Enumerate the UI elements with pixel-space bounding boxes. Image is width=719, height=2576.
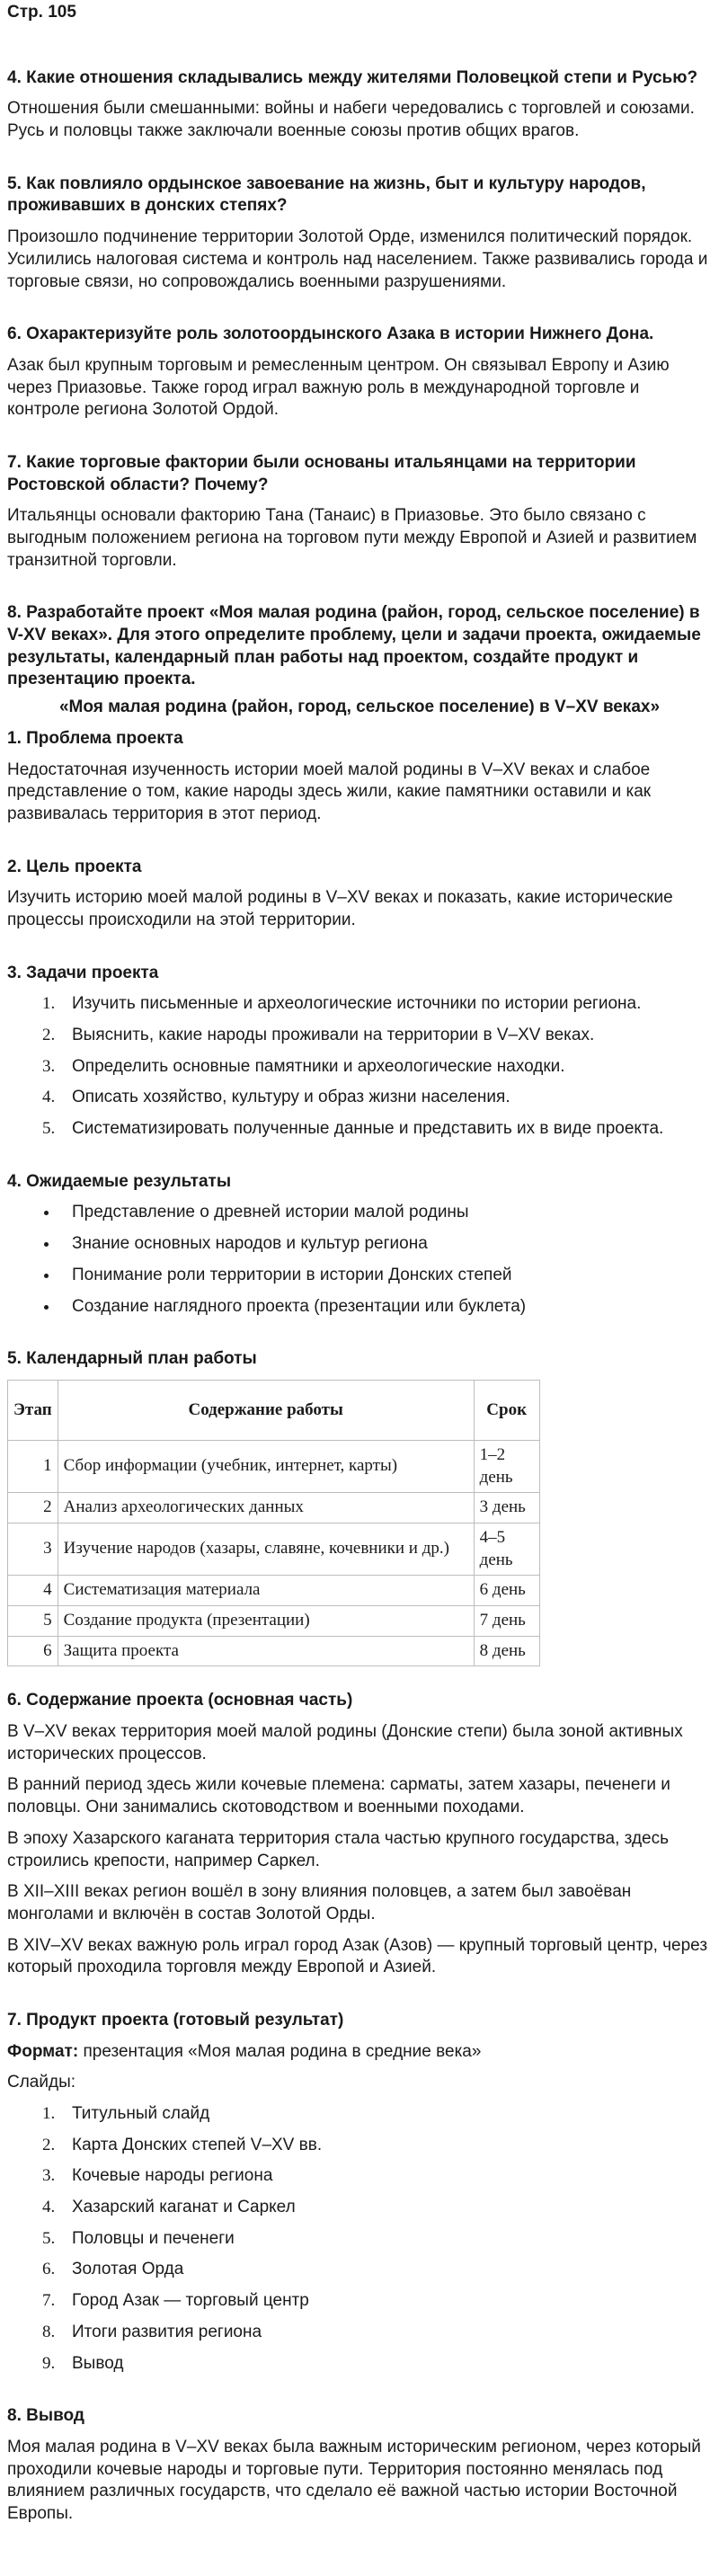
list-item: • Понимание роли территории в истории Донских степей: [59, 1265, 712, 1287]
plan-table: [7, 1380, 540, 1667]
list-item: 3. Кочевые народы региона: [59, 2165, 712, 2188]
section-title: 3. Задачи проекта: [7, 963, 159, 982]
question-4: 4. Какие отношения складывались между жителями Половецкой степи и Русью?: [7, 67, 698, 87]
cell-term: 8 день: [474, 1636, 539, 1666]
section-content: [7, 1690, 712, 1979]
list-item: 2. Выяснить, какие народы проживали на территории в V–XV веках.: [59, 1025, 712, 1047]
cell-work: Изучение народов (хазары, славяне, кочевники и др.): [58, 1523, 474, 1575]
cell-term: 4–5 день: [474, 1523, 539, 1575]
question-7: 7. Какие торговые фактории были основаны итальянцами на территории Ростовской области? Почему?: [7, 452, 636, 494]
section-goal: [7, 857, 712, 932]
question-8: 8. Разработайте проект «Моя малая родина (район, город, сельское поселение) в V-XV веках». Для этого определите проблему, цели и задачи проекта, ожидаемые результаты, календарный план работы над проектом, создайте продукт и презентацию проекта.: [7, 603, 701, 689]
header-stage: Этап: [8, 1380, 58, 1440]
cell-work: Систематизация материала: [58, 1576, 474, 1606]
section-text: Моя малая родина в V–XV веках была важным историческим регионом, через который проходили кочевые народы и торговые пути. Территория постоянно менялась под влиянием различных государств, что сделало её важной частью истории Восточной Европы.: [7, 2437, 701, 2523]
section-plan: [7, 1348, 712, 1666]
section-product: [7, 2010, 712, 2375]
list-item: • Знание основных народов и культур региона: [59, 1233, 712, 1256]
table-row: [8, 1606, 540, 1637]
tasks-list: [7, 993, 712, 1140]
table-header-row: [8, 1380, 540, 1440]
cell-work: Создание продукта (презентации): [58, 1606, 474, 1637]
section-title: 5. Календарный план работы: [7, 1349, 257, 1369]
list-item: 5. Систематизировать полученные данные и представить их в виде проекта.: [59, 1118, 712, 1141]
header-term: Срок: [474, 1380, 539, 1440]
list-item: 9. Вывод: [59, 2353, 712, 2376]
table-row: [8, 1440, 540, 1492]
list-item: 8. Итоги развития региона: [59, 2322, 712, 2344]
table-row: [8, 1523, 540, 1575]
cell-term: 7 день: [474, 1606, 539, 1637]
table-row: [8, 1576, 540, 1606]
list-item: 1. Титульный слайд: [59, 2103, 712, 2126]
answer-4: Отношения были смешанными: войны и набеги чередовались с торговлей и союзами. Русь и половцы также заключали военные союзы против общих врагов.: [7, 99, 695, 141]
qa-7: [7, 452, 712, 572]
section-problem: [7, 728, 712, 826]
table-row: [8, 1636, 540, 1666]
list-item: 7. Город Азак — торговый центр: [59, 2290, 712, 2313]
page-number: Стр. 105: [7, 3, 76, 22]
table-row: [8, 1493, 540, 1523]
header-work: Содержание работы: [58, 1380, 474, 1440]
section-title: 7. Продукт проекта (готовый результат): [7, 2010, 344, 2030]
section-conclusion: [7, 2405, 712, 2525]
cell-stage: 5: [8, 1606, 58, 1637]
list-item: 3. Определить основные памятники и археологические находки.: [59, 1056, 712, 1079]
section-results: [7, 1171, 712, 1318]
content-paragraph: В ранний период здесь жили кочевые племена: сарматы, затем хазары, печенеги и половцы. Они занимались скотоводством и военными походами.: [7, 1775, 670, 1817]
slides-list: [7, 2103, 712, 2375]
list-item: 6. Золотая Орда: [59, 2259, 712, 2281]
section-title: 2. Цель проекта: [7, 857, 142, 876]
cell-term: 6 день: [474, 1576, 539, 1606]
section-title: 4. Ожидаемые результаты: [7, 1171, 232, 1191]
product-format: [7, 2041, 712, 2064]
cell-stage: 6: [8, 1636, 58, 1666]
answer-5: Произошло подчинение территории Золотой Орде, изменился политический порядок. Усилились налоговая система и контроль над населением. Также развивались города и торговые связи, но сопровождались военными разрушениями.: [7, 227, 708, 291]
cell-work: Сбор информации (учебник, интернет, карты): [58, 1440, 474, 1492]
answer-7: Итальянцы основали факторию Тана (Танаис) в Приазовье. Это было связано с выгодным положением региона на торговом пути между Европой и Азией и развитием транзитной торговли.: [7, 506, 697, 570]
section-tasks: [7, 963, 712, 1141]
list-item: 4. Описать хозяйство, культуру и образ жизни населения.: [59, 1087, 712, 1109]
section-title: 1. Проблема проекта: [7, 728, 183, 748]
section-text: Недостаточная изученность истории моей малой родины в V–XV веках и слабое представление о том, какие народы здесь жили, какие памятники оставили и как развивалась территория в этот период.: [7, 759, 652, 823]
list-item: 4. Хазарский каганат и Саркел: [59, 2197, 712, 2219]
cell-stage: 2: [8, 1493, 58, 1523]
content-paragraph: В V–XV веках территория моей малой родины (Донские степи) была зоной активных исторических процессов.: [7, 1722, 683, 1763]
content-paragraph: В XII–XIII веках регион вошёл в зону влияния половцев, а затем был завоёван монголами и включён в состав Золотой Орды.: [7, 1882, 632, 1923]
qa-5: [7, 173, 712, 293]
list-item: • Создание наглядного проекта (презентации или буклета): [59, 1296, 712, 1319]
slides-label: Слайды:: [7, 2073, 76, 2092]
cell-stage: 3: [8, 1523, 58, 1575]
content-paragraph: В эпоху Хазарского каганата территория стала частью крупного государства, здесь строились крепости, например Саркел.: [7, 1828, 670, 1870]
cell-work: Защита проекта: [58, 1636, 474, 1666]
list-item: 2. Карта Донских степей V–XV вв.: [59, 2135, 712, 2157]
section-title: 8. Вывод: [7, 2406, 84, 2426]
cell-term: 3 день: [474, 1493, 539, 1523]
section-title: 6. Содержание проекта (основная часть): [7, 1691, 353, 1710]
question-5: 5. Как повлияло ордынское завоевание на жизнь, быт и культуру народов, проживавших в донских степях?: [7, 173, 646, 216]
results-list: [7, 1202, 712, 1318]
qa-6: [7, 324, 712, 422]
answer-6: Азак был крупным торговым и ремесленным центром. Он связывал Европу и Азию через Приазовье. Также город играл важную роль в международной торговле и контроле региона Золотой Ордой.: [7, 355, 670, 420]
list-item: 1. Изучить письменные и археологические источники по истории региона.: [59, 993, 712, 1016]
list-item: 5. Половцы и печенеги: [59, 2228, 712, 2251]
list-item: • Представление о древней истории малой родины: [59, 1202, 712, 1224]
section-text: Изучить историю моей малой родины в V–XV веках и показать, какие исторические процессы происходили на этой территории.: [7, 888, 673, 929]
cell-stage: 1: [8, 1440, 58, 1492]
content-paragraph: В XIV–XV веках важную роль играл город Азак (Азов) — крупный торговый центр, через который проходила торговля между Европой и Азией.: [7, 1935, 708, 1977]
qa-4: [7, 67, 712, 143]
project-title: «Моя малая родина (район, город, сельское поселение) в V–XV веках»: [58, 697, 661, 717]
format-value: презентация «Моя малая родина в средние века»: [78, 2041, 482, 2061]
cell-stage: 4: [8, 1576, 58, 1606]
format-label: Формат:: [7, 2041, 79, 2061]
cell-term: 1–2 день: [474, 1440, 539, 1492]
question-6: 6. Охарактеризуйте роль золотоордынского Азака в истории Нижнего Дона.: [7, 324, 654, 344]
cell-work: Анализ археологических данных: [58, 1493, 474, 1523]
